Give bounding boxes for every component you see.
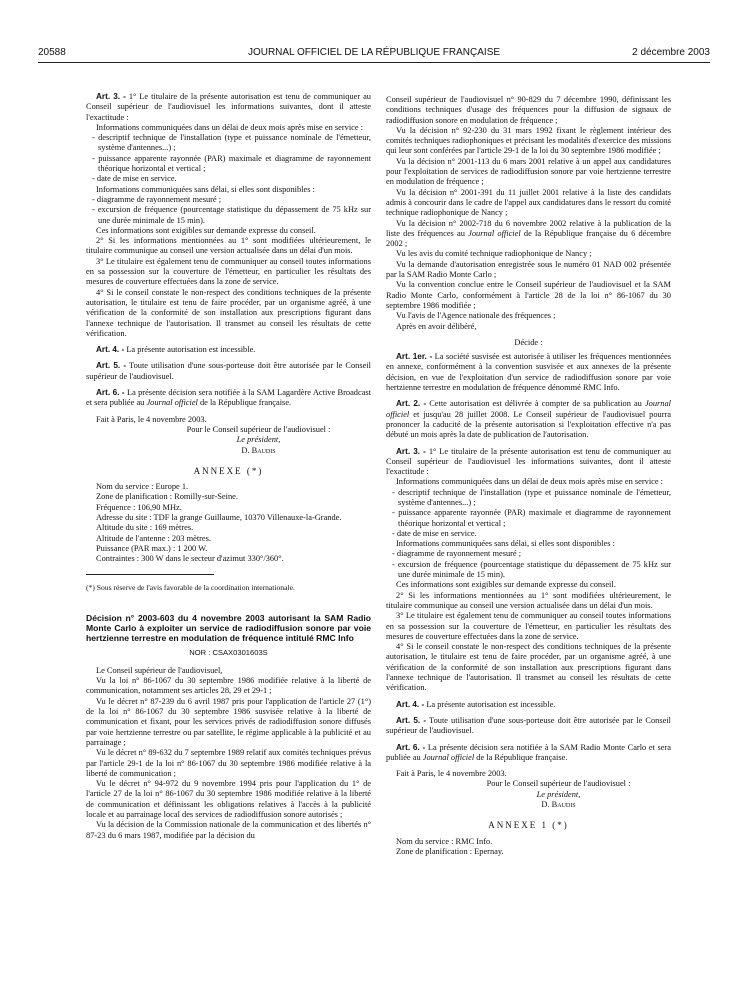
paragraph: 3° Le titulaire est également tenu de communiquer au conseil toutes informations en sa possession sur la couverture de l'émetteur, en particulier les résultats des mesures de couverture effectuées dans la zone de service. [386,611,671,641]
preamble-line: Après en avoir délibéré, [396,321,477,331]
list-item: - excursion de fréquence (pourcentage statistique du dépassement de 75 kHz sur une durée minimale de 15 min). [392,559,671,580]
article-4 [86,345,371,355]
place-date: Fait à Paris, le 4 novembre 2003. [396,769,507,779]
article-6 [86,388,371,409]
article-label: Art. 6. - [96,388,125,398]
preamble-line: Vu la demande d'autorisation enregistrée sous le numéro 01 NAD 002 présentée par la SAM Radio Monte Carlo ; [386,259,671,280]
annex-line: Nom du service : RMC Info. [396,836,493,846]
article-1 [386,352,671,393]
list-item: - diagramme de rayonnement mesuré ; [92,194,222,204]
article-label: Art. 4. - [396,699,425,709]
article-text: Toute utilisation d'une sous-porteuse doit être autorisée par le Conseil supérieur de l'audiovisuel. [86,361,371,381]
paragraph: 3° Le titulaire est également tenu de communiquer au conseil toutes informations en sa possession sur la couverture de l'émetteur, en particulier les résultats des mesures de couverture effectuées dans la zone de service. [86,256,371,287]
annex-line: Altitude de l'antenne : 203 mètres. [96,533,212,543]
annex-line: Zone de planification : Romilly-sur-Seine. [96,492,238,502]
nor-reference: NOR : CSAX0301603S [189,647,268,657]
annex-line: Nom du service : Europe 1. [96,482,189,492]
paragraph: Informations communiquées dans un délai de deux mois après mise en service : [396,477,663,487]
list-item: - descriptif technique de l'installation (type et puissance nominale de l'émetteur, système d'antennes...) ; [92,133,371,153]
signatory-body: Pour le Conseil supérieur de l'audiovisuel : [186,424,331,434]
page-header [38,45,710,63]
list-item: - puissance apparente rayonnée (PAR) maximale et diagramme de rayonnement théorique horizontal et vertical ; [92,153,371,174]
signatory-body: Pour le Conseil supérieur de l'audiovisuel : [486,779,631,789]
annex-line: Zone de planification : Epernay. [396,846,504,856]
list-item: - excursion de fréquence (pourcentage statistique du dépassement de 75 kHz sur une durée minimale de 15 min). [92,205,371,225]
article-text: La présente décision sera notifiée à la SAM Radio Monte Carlo et sera publiée au [386,742,671,762]
signatory-title: Le président, [536,789,581,799]
journal-name: Journal officiel [146,398,198,408]
left-column [86,92,371,841]
header-rule [38,62,710,63]
paragraph: Informations communiquées sans délai, si elles sont disponibles : [396,539,615,549]
article-text: de la République française. [197,398,292,408]
preamble-line: Conseil supérieur de l'audiovisuel n° 90-829 du 7 décembre 1990, définissant les conditions techniques d'usage des fréquences pour la diffusion de signaux de radiodiffusion sonore en modulation de fréquence ; [386,95,671,125]
annex-line: Adresse du site : TDF la grange Guillaume, 10370 Villenauxe-la-Grande. [96,512,342,522]
preamble-line: Vu la décision n° 92-230 du 31 mars 1992 fixant le règlement intérieur des comités techniques radiophoniques et précisant les modalités d'exercice des missions qui leur sont conférées par l'article 29-1 de la loi du 30 septembre 1986 modifiée ; [386,125,671,156]
paragraph: Ces informations sont exigibles sur demande expresse du conseil. [396,580,616,590]
preamble-line: Le Conseil supérieur de l'audiovisuel, [96,665,223,675]
paragraph: 4° Si le conseil constate le non-respect des conditions techniques de la présente autorisation, le titulaire est tenu de faire procéder, par un organisme agréé, à une vérification de la conformité de son installation aux prescriptions figurant dans l'annexe technique de l'autorisation. Il transmet au conseil les résultats de cette vérification. [86,287,371,338]
list-item: - descriptif technique de l'installation (type et puissance nominale de l'émetteur, système d'antennes...) ; [392,487,671,507]
list-item: - diagramme de rayonnement mesuré ; [392,549,522,559]
preamble-line: Vu la décision n° 2001-391 du 11 juillet 2001 relative à la liste des candidats admis à concourir dans le cadre de l'appel aux candidatures dans le ressort du comité technique radiophonique de Nancy ; [386,187,671,218]
preamble-text: de la République française du 6 décembre 2002 ; [386,228,672,249]
paragraph: 2° Si les informations mentionnées au 1° sont modifiées ultérieurement, le titulaire communique au conseil une version actualisée dans un délai d'un mois. [386,590,671,610]
preamble-text: Vu la décision n° 2002-718 du 6 novembre 2002 relative à la publication de la liste des fréquences au [386,218,671,238]
paragraph: 4° Si le conseil constate le non-respect des conditions techniques de la présente autorisation, le titulaire est tenu de faire procéder, par un organisme agréé, à une vérification de la conformité de son installation aux prescriptions figurant dans l'annexe technique de l'autorisation. Il transmet au conseil les résultats de cette vérification. [386,642,671,693]
article-label: Art. 5. - [96,361,127,371]
annex-line: Fréquence : 106,90 MHz. [96,502,182,512]
article-text: Cette autorisation est délivrée à compter de sa publication au [429,399,645,409]
article-label: Art. 5. - [396,715,427,725]
list-item: - date de mise en service. [392,528,477,538]
article-2 [386,399,671,440]
article-text: La présente autorisation est incessible. [426,699,556,709]
footnote-rule [86,574,214,575]
footnote: (*) Sous réserve de l'avis favorable de la coordination internationale. [86,583,295,593]
article-text: et jusqu'au 28 juillet 2008. Le Conseil supérieur de l'audiovisuel pourra prononcer la caducité de la présente autorisation si l'exploitation effective n'a pas débuté un mois après la date de publication de l'autorisation. [386,409,671,440]
article-label: Art. 6. - [396,742,426,752]
annex-heading: ANNEXE 1 (*) [488,820,569,831]
preamble-line [386,219,671,250]
article-text: de la République française. [474,752,568,762]
article-4 [386,700,671,710]
article-6 [386,743,671,764]
article-5 [386,716,671,737]
article-3-intro [386,447,671,478]
place-date: Fait à Paris, le 4 novembre 2003. [96,414,207,424]
article-label: Art. 3. - [96,92,126,101]
journal-name: Journal officiel [422,752,475,762]
preamble-line: Vu les avis du comité technique radiophonique de Nancy ; [396,249,592,259]
annex-line: Contraintes : 300 W dans le secteur d'azimut 330°/360°. [96,554,284,564]
annex-line: Puissance (PAR max.) : 1 200 W. [96,543,208,553]
paragraph: 2° Si les informations mentionnées au 1° sont modifiées ultérieurement, le titulaire communique au conseil une version actualisée dans un délai d'un mois. [86,236,371,256]
right-column [386,95,671,857]
signatory-name: D. Baudis [541,800,576,809]
signatory-title: Le président, [236,435,281,445]
preamble-line: Vu la décision de la Commission nationale de la communication et des libertés n° 87-23 du 6 mars 1987, modifiée par la décision du [86,820,371,840]
article-label: Art. 2. - [396,399,427,409]
preamble-line: Vu le décret n° 89-632 du 7 septembre 1989 relatif aux comités techniques prévus par l'article 29-1 de la loi n° 86-1067 du 30 septembre 1986 modifiée relative à la liberté de communication ; [86,748,371,778]
issue-date: 2 décembre 2003 [632,47,710,58]
page-number: 20588 [38,47,66,58]
list-item: - puissance apparente rayonnée (PAR) maximale et diagramme de rayonnement théorique horizontal et vertical ; [392,508,671,528]
decision-title: Décision n° 2003-603 du 4 novembre 2003 autorisant la SAM Radio Monte Carlo à exploiter un service de radiodiffusion sonore par voie hertzienne terrestre en modulation de fréquence intitulé RMC Info [86,612,371,644]
paragraph: Informations communiquées dans un délai de deux mois après mise en service : [96,122,363,132]
paragraph: Ces informations sont exigibles sur demande expresse du conseil. [96,225,316,235]
article-text: La présente autorisation est incessible. [126,345,256,355]
article-text: 1° Le titulaire de la présente autorisation est tenu de communiquer au Conseil supérieur de l'audiovisuel les informations suivantes, dont il atteste l'exactitude : [386,446,671,477]
journal-title: JOURNAL OFFICIEL DE LA RÉPUBLIQUE FRANÇAISE [247,47,501,58]
article-text: La présente décision sera notifiée à la SAM Lagardère Active Broadcast et sera publiée au [86,388,371,408]
preamble-line: Vu l'avis de l'Agence nationale des fréquences ; [396,311,556,321]
preamble-line: Vu le décret n° 94-972 du 9 novembre 1994 pris pour l'application du 1° de l'article 27 de la loi n° 86-1067 du 30 septembre 1986 modifiée relative à la liberté de communication et définissant les obligations relatives à l'accès à la publicité locale et au parrainage local des services de radiodiffusion sonore autorisés ; [86,779,371,820]
list-item: - date de mise en service. [92,174,177,184]
annex-line: Altitude du site : 169 mètres. [96,523,194,533]
preamble-line: Vu la convention conclue entre le Conseil supérieur de l'audiovisuel et la SAM Radio Monte Carlo, conformément à l'article 28 de la loi n° 86-1067 du 30 septembre 1986 modifiée ; [386,280,671,310]
article-5 [86,361,371,382]
decide-heading: Décide : [514,337,543,347]
article-3-intro [86,92,371,123]
article-label: Art. 1er. - [396,352,433,362]
preamble-line: Vu la décision n° 2001-113 du 6 mars 2001 relative à un appel aux candidatures pour l'exploitation de services de radiodiffusion sonore par voie hertzienne terrestre en modulation de fréquence ; [386,156,671,187]
paragraph: Informations communiquées sans délai, si elles sont disponibles : [96,184,315,194]
journal-name: Journal officiel [386,399,671,419]
article-text: 1° Le titulaire de la présente autorisation est tenu de communiquer au Conseil supérieur de l'audiovisuel les informations suivantes, dont il atteste l'exactitude : [86,92,371,122]
article-label: Art. 3. - [396,446,426,456]
article-text: Toute utilisation d'une sous-porteuse doit être autorisée par le Conseil supérieur de l'audiovisuel. [386,715,671,736]
annex-heading: ANNEXE (*) [193,465,264,476]
preamble-line: Vu la loi n° 86-1067 du 30 septembre 1986 modifiée relative à la liberté de communication, notamment ses articles 28, 29 et 29-1 ; [86,676,371,696]
journal-name: Journal officiel [468,228,521,238]
signatory-name: D. Baudis [241,445,276,455]
preamble-line: Vu le décret n° 87-239 du 6 avril 1987 pris pour l'application de l'article 27 (1°) de la loi n° 86-1067 du 30 septembre 1986 susvisée relative à la liberté de communication et fixant, pour les services privés de radiodiffusion sonore diffusés par voie hertzienne terrestre ou par satellite, le régime applicable à la publicité et au parrainage ; [86,696,371,747]
article-label: Art. 4. - [96,345,125,355]
article-text: La société susvisée est autorisée à utiliser les fréquences mentionnées en annexe, conformément à la convention susvisée et aux annexes de la présente décision, en vue de l'exploitation d'un service de radiodiffusion sonore par voie hertzienne terrestre en modulation de fréquence dénommé RMC Info. [386,352,671,393]
